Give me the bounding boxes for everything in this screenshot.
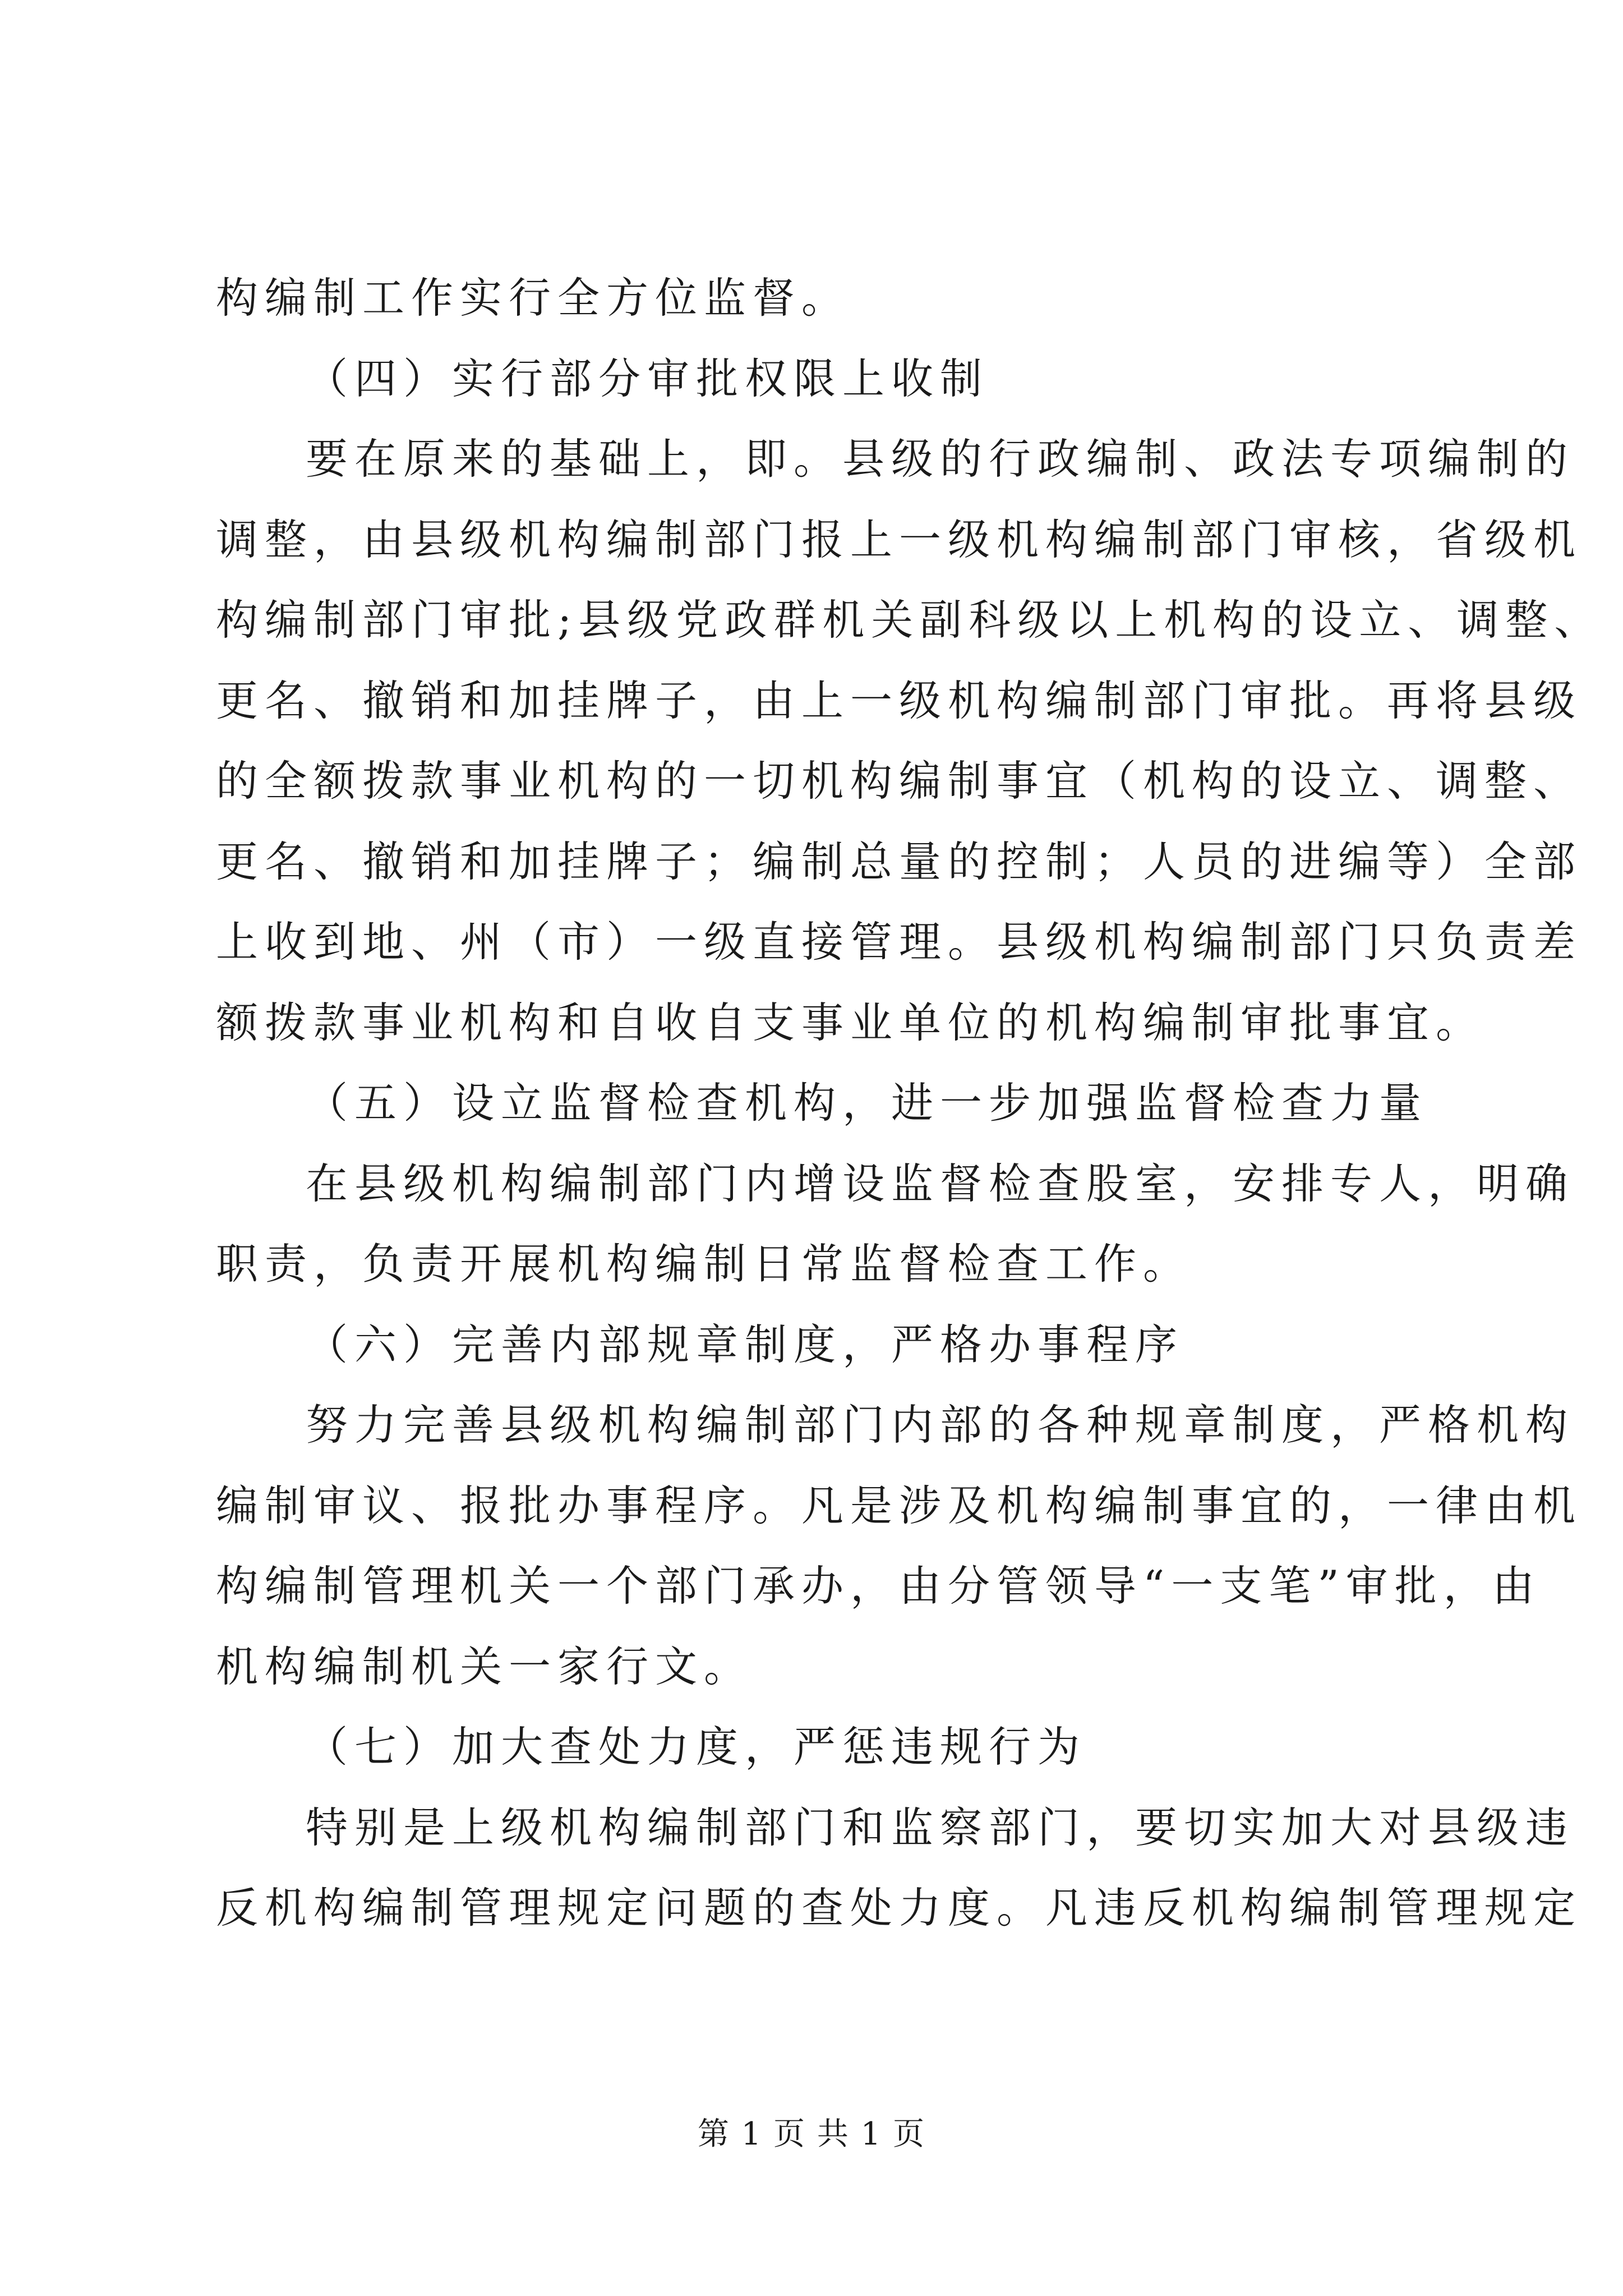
body-line: 的全额拨款事业机构的一切机构编制事宜（机构的设立、调整、	[216, 756, 1583, 806]
body-line: 更名、撤销和加挂牌子；编制总量的控制；人员的进编等）全部	[216, 836, 1583, 886]
body-line: 要在原来的基础上，即。县级的行政编制、政法专项编制的	[306, 434, 1575, 484]
page-number-footer: 第 1 页 共 1 页	[697, 2116, 926, 2152]
section-heading-7: （七）加大查处力度，严惩违规行为	[306, 1722, 1087, 1772]
body-line: 更名、撤销和加挂牌子，由上一级机构编制部门审批。再将县级	[216, 675, 1583, 725]
body-line: 在县级机构编制部门内增设监督检查股室，安排专人，明确	[306, 1158, 1575, 1208]
body-line: 努力完善县级机构编制部门内部的各种规章制度，严格机构	[306, 1400, 1575, 1450]
body-line: 构编制部门审批;县级党政群机关副科级以上机构的设立、调整、	[216, 595, 1603, 645]
body-line: 编制审议、报批办事程序。凡是涉及机构编制事宜的，一律由机	[216, 1480, 1583, 1530]
section-heading-5: （五）设立监督检查机构，进一步加强监督检查力量	[306, 1078, 1428, 1128]
body-line: 额拨款事业机构和自收自支事业单位的机构编制审批事宜。	[216, 997, 1485, 1047]
body-line: 职责，负责开展机构编制日常监督检查工作。	[216, 1239, 1192, 1289]
body-line: 上收到地、州（市）一级直接管理。县级机构编制部门只负责差	[216, 917, 1583, 967]
document-body	[216, 258, 1603, 1949]
section-heading-4: （四）实行部分审批权限上收制	[306, 353, 989, 403]
body-line: 反机构编制管理规定问题的查处力度。凡违反机构编制管理规定	[216, 1883, 1583, 1932]
body-line: 机构编制机关一家行文。	[216, 1641, 753, 1691]
body-line: 构编制工作实行全方位监督。	[216, 273, 851, 323]
body-line: 特别是上级机构编制部门和监察部门，要切实加大对县级违	[306, 1802, 1575, 1852]
body-line: 构编制管理机关一个部门承办，由分管领导“一支笔”审批，由	[216, 1561, 1541, 1611]
body-line: 调整，由县级机构编制部门报上一级机构编制部门审核，省级机	[216, 514, 1583, 564]
section-heading-6: （六）完善内部规章制度，严格办事程序	[306, 1319, 1184, 1369]
